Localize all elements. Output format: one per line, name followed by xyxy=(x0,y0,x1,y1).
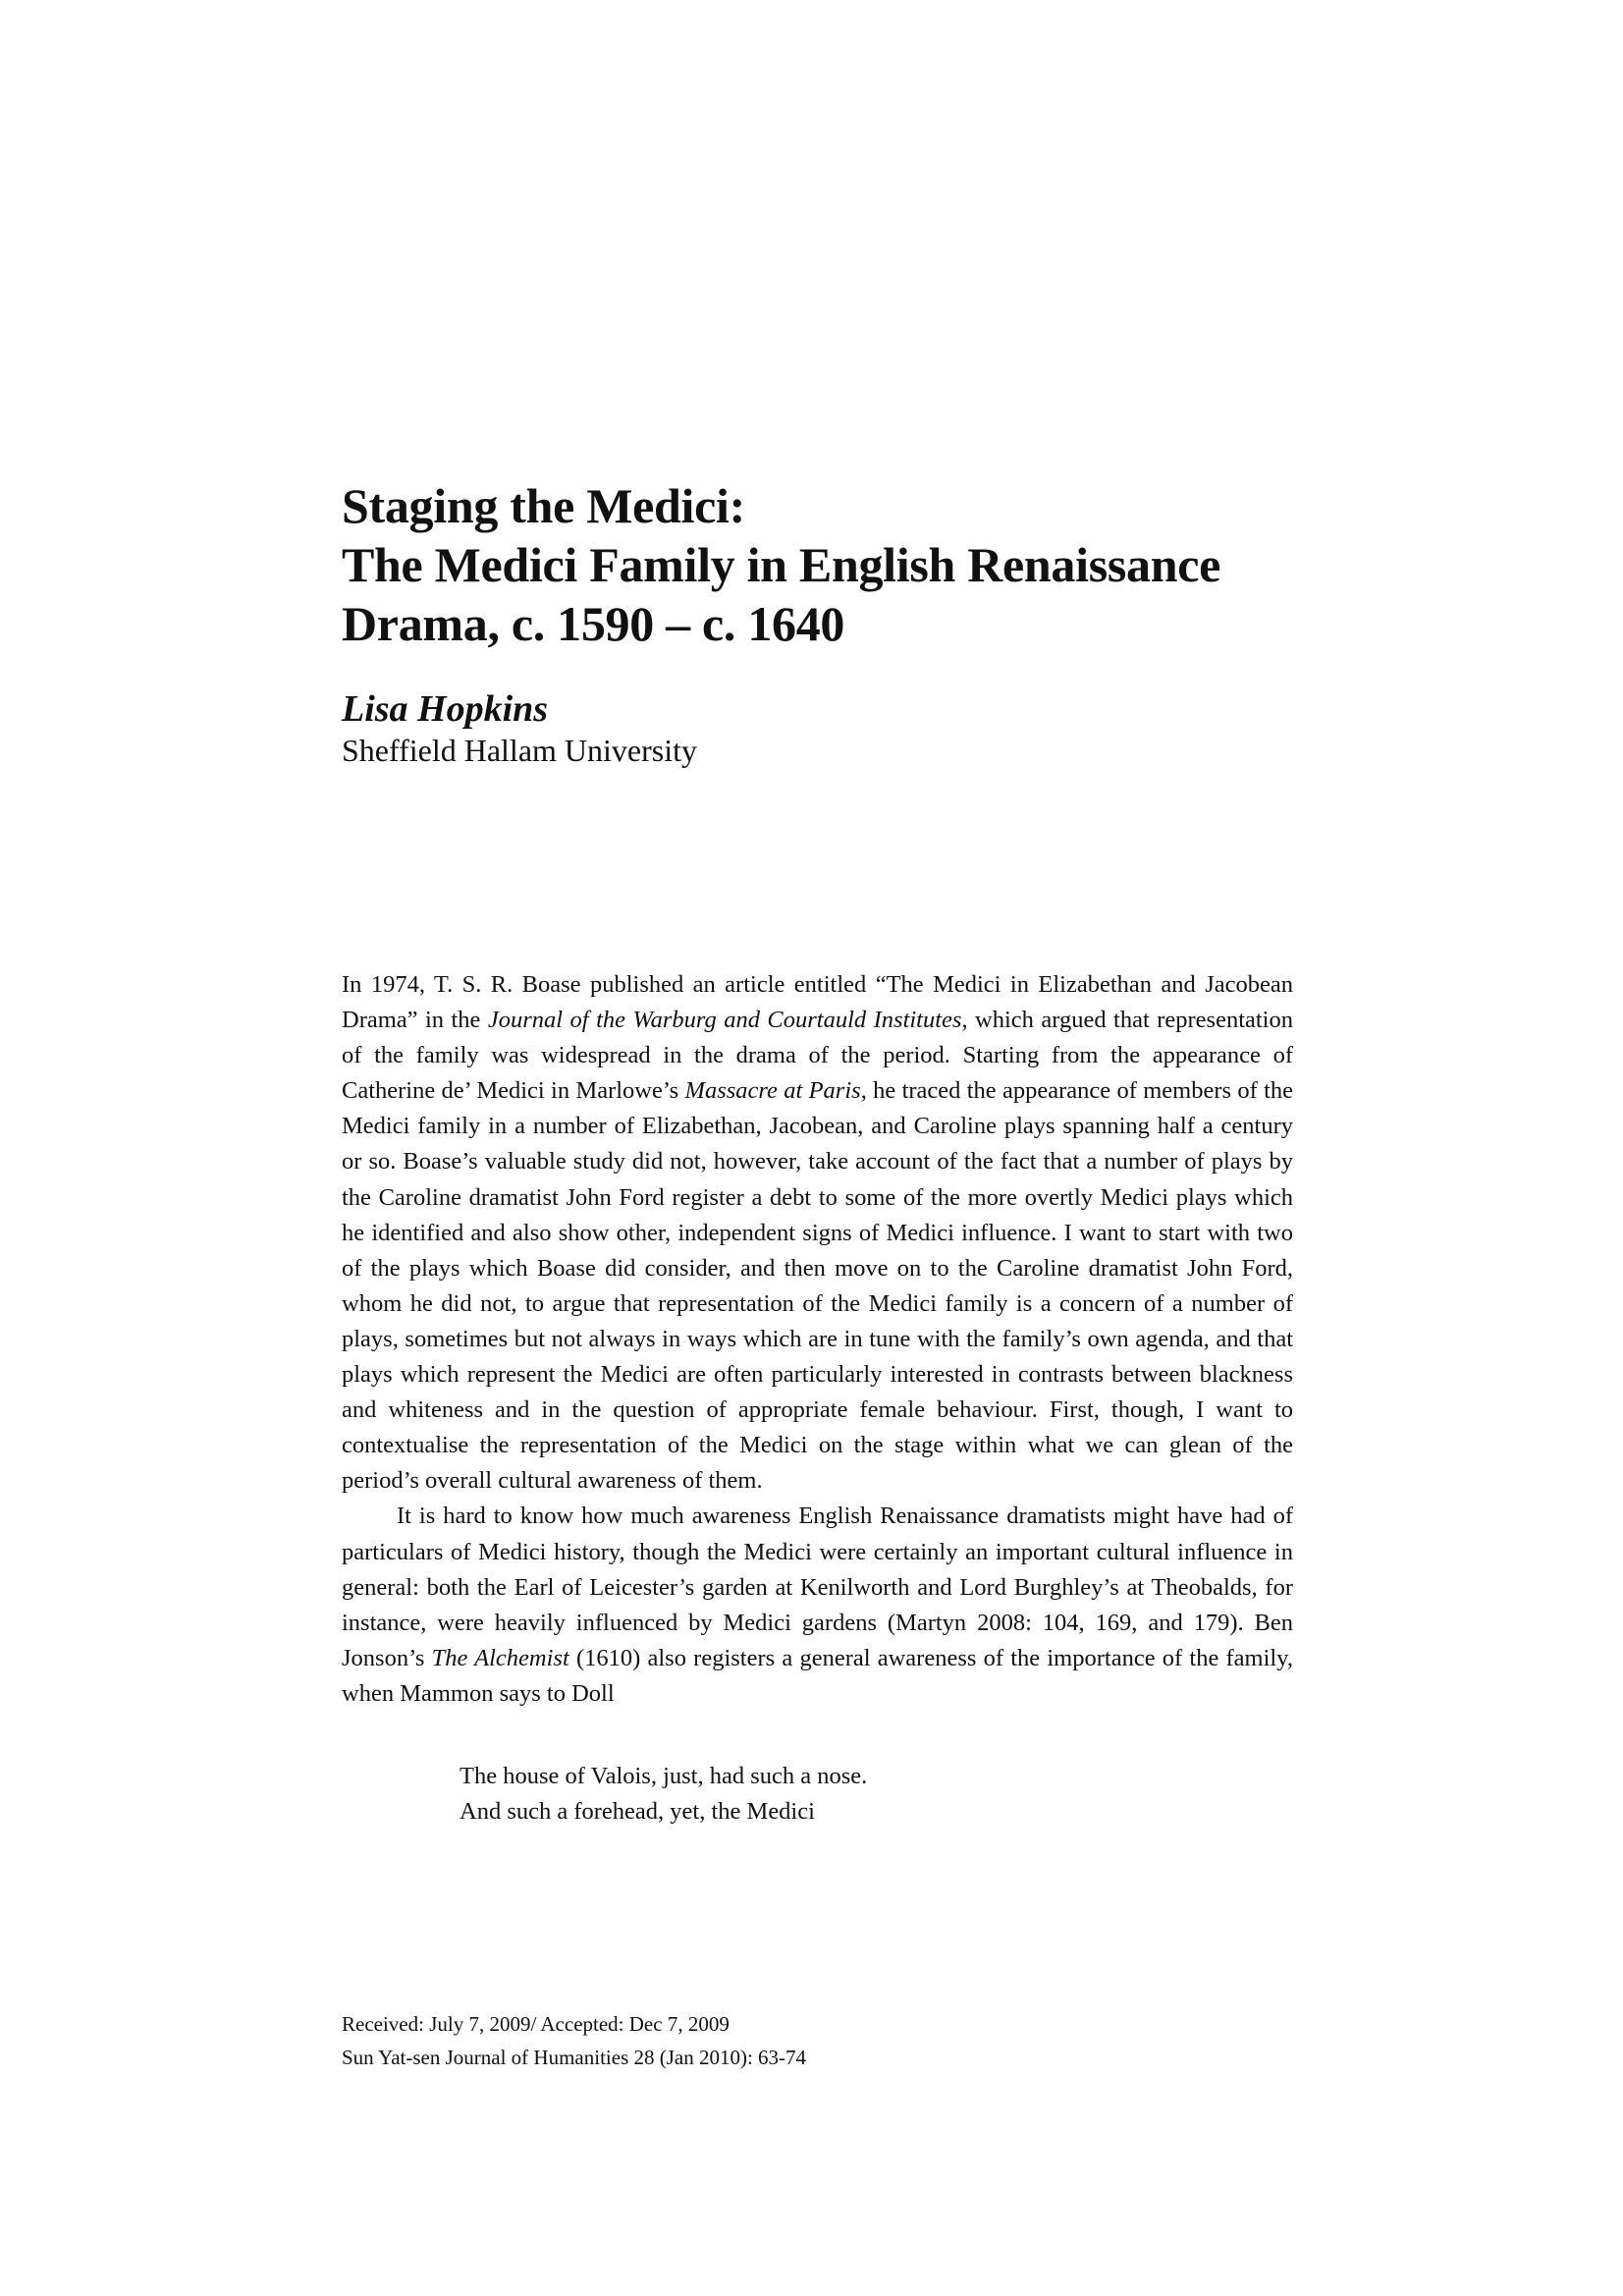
title-line-2: The Medici Family in English Renaissance xyxy=(342,537,1221,592)
body-paragraph-2 xyxy=(342,1499,1293,1712)
title-line-3: Drama, c. 1590 – c. 1640 xyxy=(342,596,845,651)
paragraph-1-text-a: In 1974, T. S. R. Boase published an article entitled “The Medici in Elizabethan and Jacobean Drama” in the xyxy=(342,971,1293,1034)
article-body xyxy=(342,967,1293,1830)
journal-citation: Sun Yat-sen Journal of Humanities 28 (Jan 2010): 63-74 xyxy=(342,2046,807,2069)
paragraph-1-text-b: , which argued that representation of the family was widespread in the drama of the period. Starting from the appearance of Catherine de’ Medici in Marlowe’s xyxy=(342,1007,1293,1105)
article-title xyxy=(342,476,1324,653)
paragraph-2-text-a: It is hard to know how much awareness English Renaissance dramatists might have had of particulars of Medici history, though the Medici were certainly an important cultural influence in general: both the Earl of Leicester’s garden at Kenilworth and Lord Burghley’s at Theobalds, for instance, were heavily influenced by Medici gardens (Martyn 2008: 104, 169, and 179). Ben Jonson’s xyxy=(342,1503,1293,1671)
journal-title: Journal of the Warburg and Courtauld Institutes xyxy=(487,1007,962,1034)
play-title-alchemist: The Alchemist xyxy=(431,1644,569,1671)
play-title-massacre: Massacre at Paris xyxy=(684,1077,861,1105)
block-quote xyxy=(460,1759,1293,1830)
paragraph-1-text-c: , he traced the appearance of members of the Medici family in a number of Elizabethan, Jacobean, and Caroline plays spanning half a century or so. Boase’s valuable study did not, however, take account of the fact that a number of plays by the Caroline dramatist John Ford register a debt to some of the more overtly Medici plays which he identified and also show other, independent signs of Medici influence. I want to start with two of the plays which Boase did consider, and then move on to the Caroline dramatist John Ford, whom he did not, to argue that representation of the Medici family is a concern of a number of plays, sometimes but not always in ways which are in tune with the family’s own agenda, and that plays which represent the Medici are often particularly interested in contrasts between blackness and whiteness and in the question of appropriate female behaviour. First, though, I want to contextualise the representation of the Medici on the stage within what we can glean of the period’s overall cultural awareness of them. xyxy=(342,1077,1293,1495)
author-affiliation: Sheffield Hallam University xyxy=(342,733,697,768)
quote-line-1: The house of Valois, just, had such a nose. xyxy=(460,1762,868,1789)
quote-line-2: And such a forehead, yet, the Medici xyxy=(460,1798,815,1826)
body-paragraph-1 xyxy=(342,967,1293,1499)
received-accepted-dates: Received: July 7, 2009/ Accepted: Dec 7, 2009 xyxy=(342,2012,730,2036)
title-line-1: Staging the Medici: xyxy=(342,478,745,533)
page-footer xyxy=(342,2007,1293,2074)
author-block xyxy=(342,687,1324,770)
author-name: Lisa Hopkins xyxy=(342,688,549,730)
paragraph-2-text-b: (1610) also registers a general awareness of the importance of the family, when Mammon says to Doll xyxy=(342,1644,1294,1707)
